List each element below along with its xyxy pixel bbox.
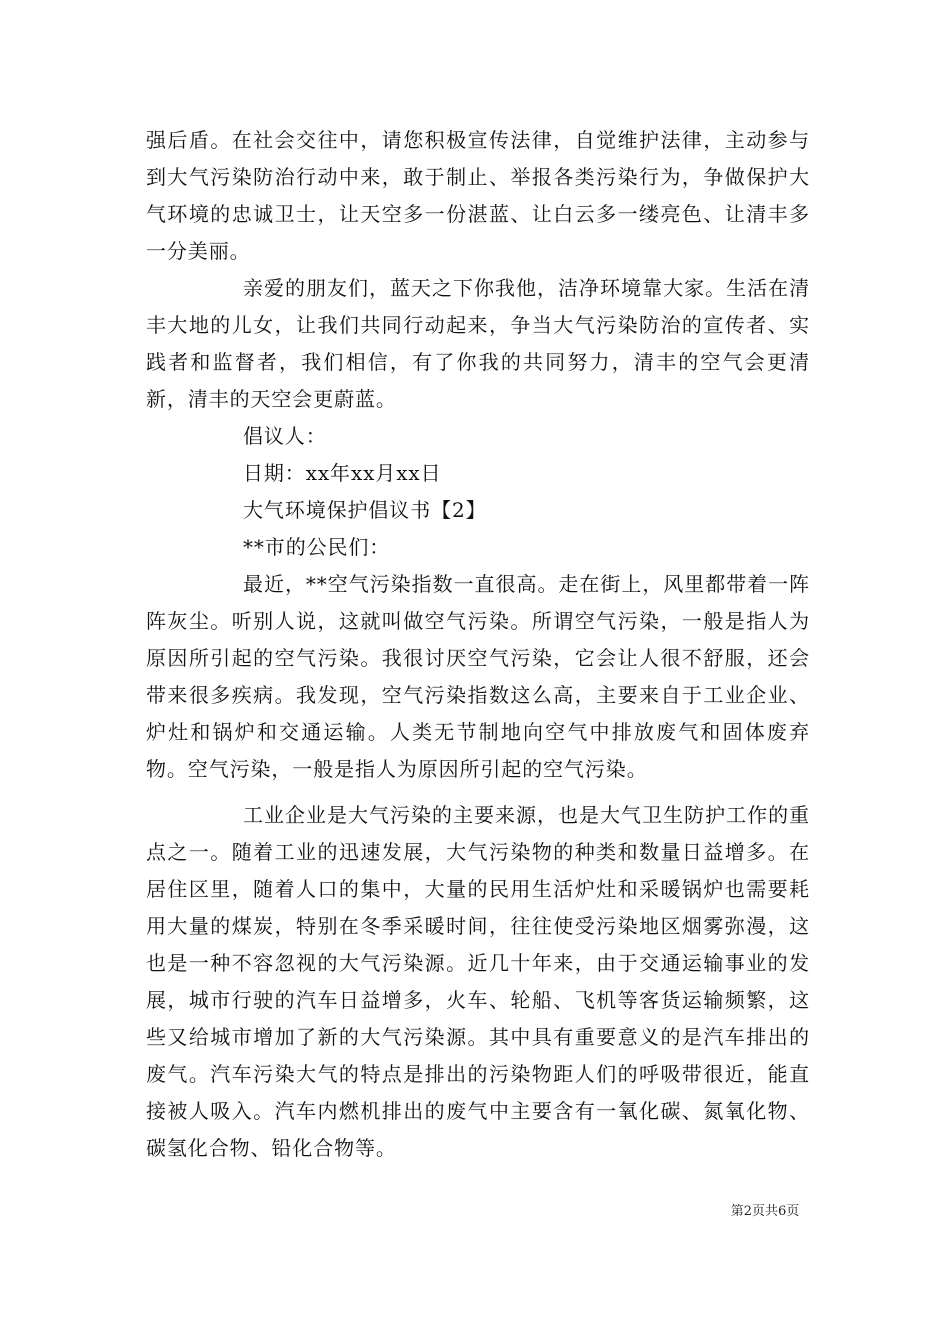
document-body [146, 122, 810, 1167]
page-number-footer: 第2页共6页 [730, 1204, 800, 1219]
date-line: 日期：xx年xx月xx日 [243, 461, 442, 485]
signer-line: 倡议人： [243, 424, 327, 448]
paragraph-friends: 亲爱的朋友们，蓝天之下你我他，洁净环境靠大家。生活在清丰大地的儿女，让我们共同行动起来，争当大气污染防治的宣传者、实践者和监督者，我们相信，有了你我的共同努力，清丰的空气会更清新，清丰的天空会更蔚蓝。 [146, 276, 810, 411]
greeting-line: **市的公民们： [243, 535, 391, 559]
paragraph-continuation: 强后盾。在社会交往中，请您积极宣传法律，自觉维护法律，主动参与到大气污染防治行动中来，敢于制止、举报各类污染行为，争做保护大气环境的忠诚卫士，让天空多一份湛蓝、让白云多一缕亮色、让清丰多一分美丽。 [146, 128, 810, 263]
section-title: 大气环境保护倡议书【2】 [243, 498, 487, 522]
paragraph-industry: 工业企业是大气污染的主要来源，也是大气卫生防护工作的重点之一。随着工业的迅速发展，大气污染物的种类和数量日益增多。在居住区里，随着人口的集中，大量的民用生活炉灶和采暖锅炉也需要耗用大量的煤炭，特别在冬季采暖时间，往往使受污染地区烟雾弥漫，这也是一种不容忽视的大气污染源。近几十年来，由于交通运输事业的发展，城市行驶的汽车日益增多，火车、轮船、飞机等客货运输频繁，这些又给城市增加了新的大气污染源。其中具有重要意义的是汽车排出的废气。汽车污染大气的特点是排出的污染物距人们的呼吸带很近，能直接被人吸入。汽车内燃机排出的废气中主要含有一氧化碳、氮氧化物、碳氢化合物、铅化合物等。 [146, 803, 810, 1160]
paragraph-air-pollution: 最近，**空气污染指数一直很高。走在街上，风里都带着一阵阵灰尘。听别人说，这就叫做空气污染。所谓空气污染，一般是指人为原因所引起的空气污染。我很讨厌空气污染，它会让人很不舒服，还会带来很多疾病。我发现，空气污染指数这么高，主要来自于工业企业、炉灶和锅炉和交通运输。人类无节制地向空气中排放废气和固体废弃物。空气污染，一般是指人为原因所引起的空气污染。 [146, 572, 810, 781]
